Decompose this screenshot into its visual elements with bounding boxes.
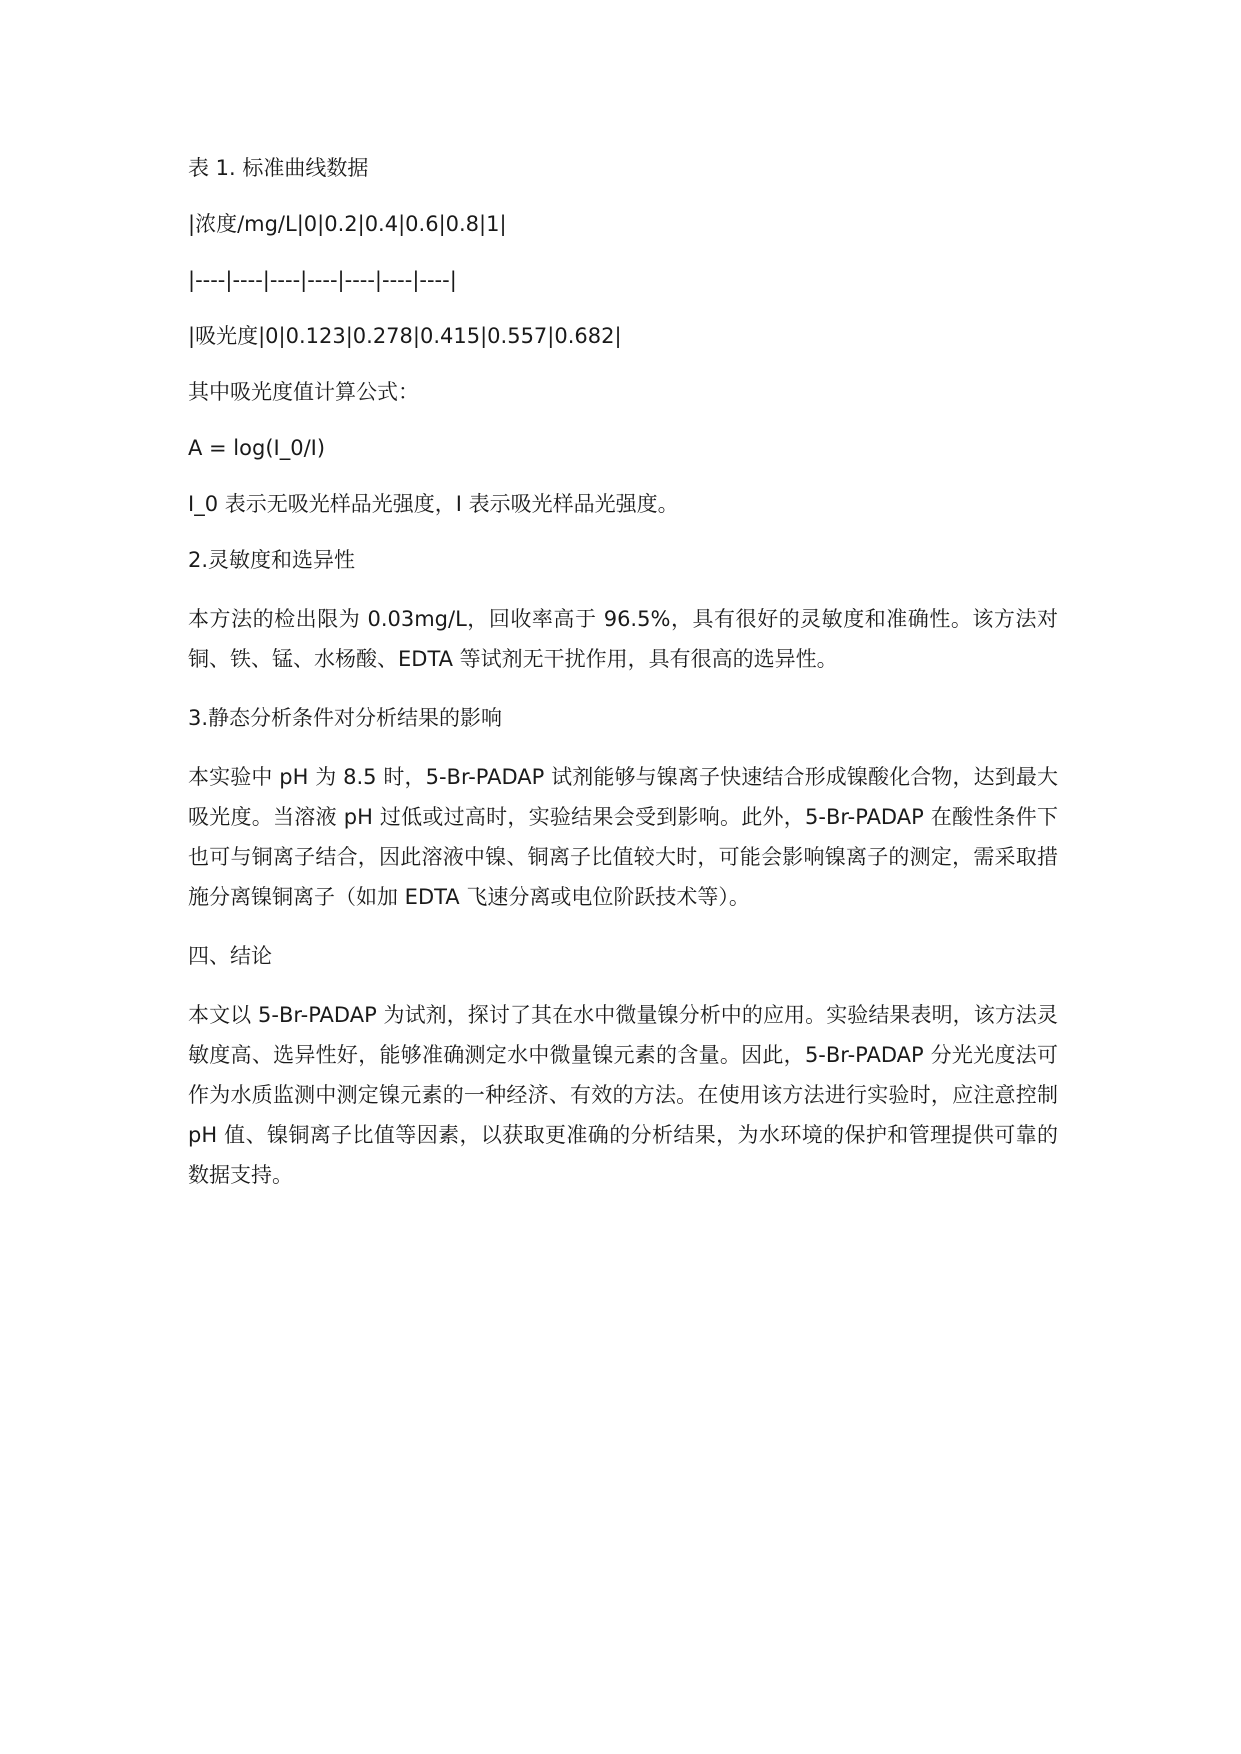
table-separator-row: |----|----|----|----|----|----|----| (188, 268, 457, 292)
section-paragraph-conclusion: 本文以 5-Br-PADAP 为试剂，探讨了其在水中微量镍分析中的应用。实验结果表明，该方法灵敏度高、选异性好，能够准确测定水中微量镍元素的含量。因此，5-Br-PADAP 分光光度法可作为水质监测中测定镍元素的一种经济、有效的方法。在使用该方法进行实验时，应注意控制 pH 值、镍铜离子比值等因素，以获取更准确的分析结果，为水环境的保护和管理提供可靠的数据支持。 (188, 1003, 1058, 1187)
table-title: 表 1. 标准曲线数据 (188, 156, 369, 180)
table-row-concentration: |浓度/mg/L|0|0.2|0.4|0.6|0.8|1| (188, 212, 507, 236)
document-body (188, 153, 1058, 1195)
section-paragraph-sensitivity: 本方法的检出限为 0.03mg/L，回收率高于 96.5%，具有很好的灵敏度和准确性。该方法对铜、铁、锰、水杨酸、EDTA 等试剂无干扰作用，具有很高的选异性。 (188, 607, 1058, 671)
formula-note: I_0 表示无吸光样品光强度，I 表示吸光样品光强度。 (188, 492, 679, 516)
section-heading-conditions: 3.静态分析条件对分析结果的影响 (188, 706, 503, 730)
section-paragraph-conditions: 本实验中 pH 为 8.5 时，5-Br-PADAP 试剂能够与镍离子快速结合形成镍酸化合物，达到最大吸光度。当溶液 pH 过低或过高时，实验结果会受到影响。此外，5-Br-PADAP 在酸性条件下也可与铜离子结合，因此溶液中镍、铜离子比值较大时，可能会影响镍离子的测定，需采取措施分离镍铜离子（如加 EDTA 飞速分离或电位阶跃技术等）。 (188, 765, 1058, 909)
section-heading-sensitivity: 2.灵敏度和选异性 (188, 548, 356, 572)
formula-intro: 其中吸光度值计算公式： (188, 380, 419, 404)
table-row-absorbance: |吸光度|0|0.123|0.278|0.415|0.557|0.682| (188, 324, 622, 348)
formula: A = log(I_0/I) (188, 436, 326, 460)
section-heading-conclusion: 四、结论 (188, 944, 272, 968)
